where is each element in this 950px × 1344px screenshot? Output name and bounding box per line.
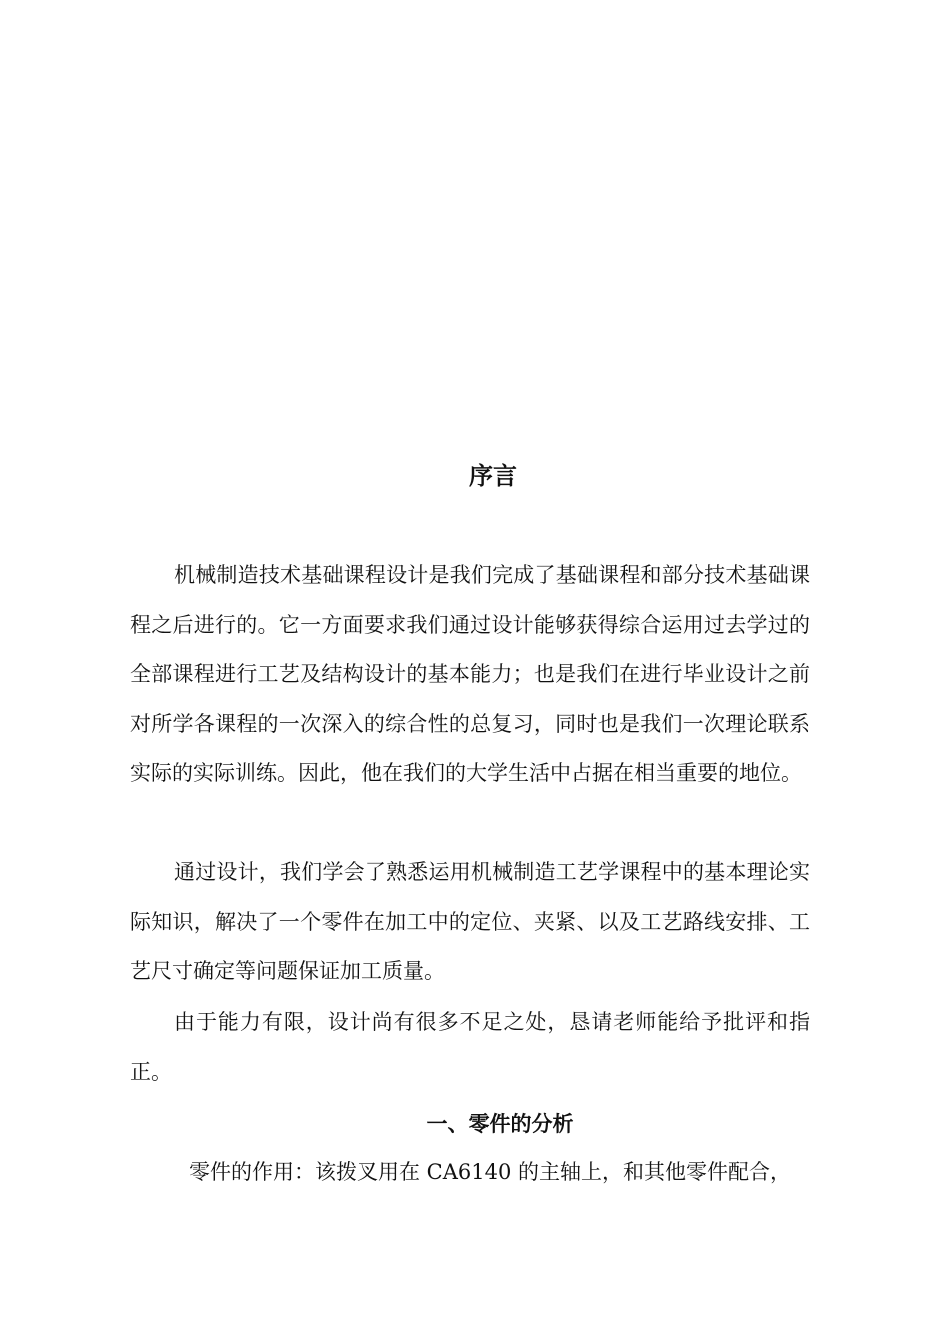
page-title: 序言 <box>469 462 517 490</box>
preface-paragraph-1-part3: 总复习，同时也是我们一次理论联系实际的实际训练。因此，他在我们的大学生活中占据在相当重要的地位。 <box>130 711 811 785</box>
preface-paragraph-3: 由于能力有限，设计尚有很多不足之处，恳请老师能给予批评和指正。 <box>130 1010 810 1084</box>
section-heading-part-analysis: 一、零件的分析 <box>426 1112 574 1136</box>
section-paragraph-first-line: 零件的作用：该拨叉用在 CA6140 的主轴上，和其他零件配合， <box>189 1160 792 1184</box>
preface-paragraph-2: 通过设计，我们学会了熟悉运用机械制造工艺学课程中的基本理论实际知识，解决了一个零件在加工中的定位、夹紧、以及工艺路线安排、工艺尺寸确定等问题保证加工质量。 <box>130 860 810 983</box>
preface-paragraph-1-part1: 机械制造技术基础课程设计是我们完成了基础课程和部分技术基础课程之后进行的。它一方面要求我们通过设计能够获得综合运用过去学过的全部课程进行工艺及结构设计的基本能力； <box>130 563 810 686</box>
preface-paragraph-1-part2: 也是我们在进行毕业设计之前对所学各课程的一次深入的综合性的 <box>130 662 811 736</box>
preface-paragraph-1 <box>130 551 810 799</box>
